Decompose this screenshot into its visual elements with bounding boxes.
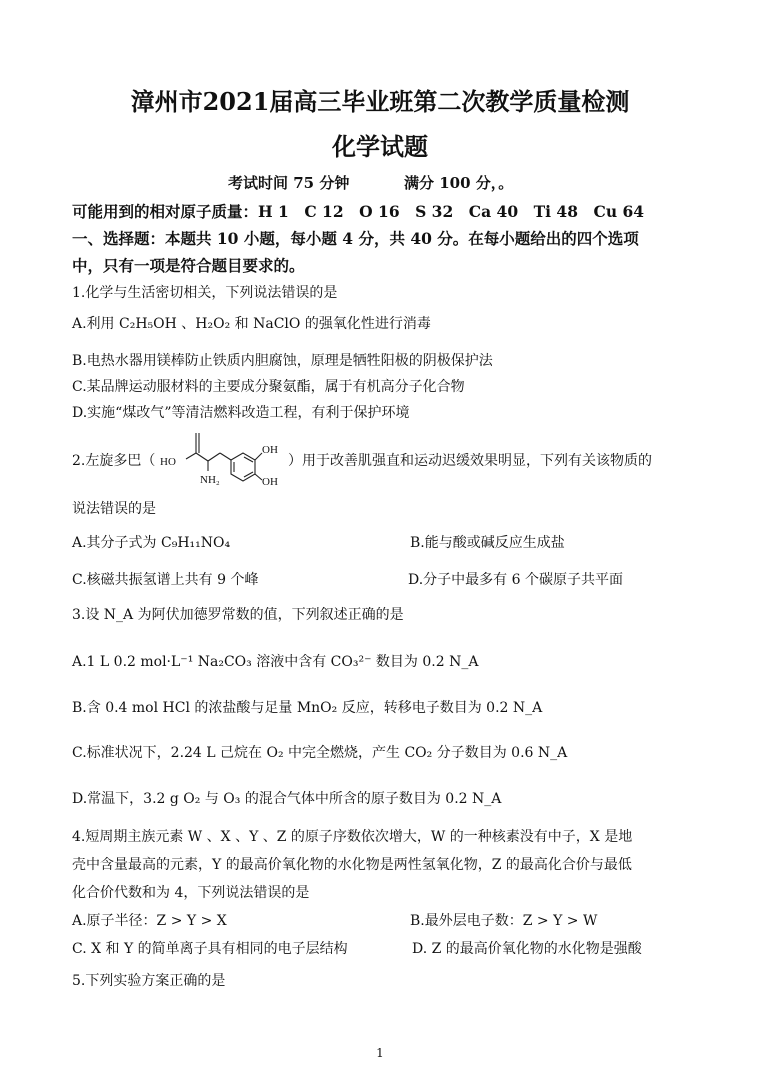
q5-stem: 5.下列实验方案正确的是 bbox=[72, 973, 226, 989]
levodopa-structure-diagram bbox=[158, 425, 292, 489]
exam-title: 漳州市2021届高三毕业班第二次教学质量检测 bbox=[130, 87, 630, 116]
exam-time: 考试时间 75 分钟 bbox=[228, 174, 350, 192]
q4-option-a: A.原子半径：Z > Y > X bbox=[72, 913, 227, 929]
q1-option-b: B.电热水器用镁棒防止铁质内胆腐蚀，原理是牺牲阳极的阴极保护法 bbox=[72, 353, 493, 369]
q2-stem-end: ）用于改善肌强直和运动迟缓效果明显，下列有关该物质的 bbox=[288, 453, 652, 469]
q3-option-b: B.含 0.4 mol HCl 的浓盐酸与足量 MnO₂ 反应，转移电子数目为 0.2 N_A bbox=[72, 700, 543, 716]
q3-option-c: C.标准状况下，2.24 L 己烷在 O₂ 中完全燃烧，产生 CO₂ 分子数目为 0.6 N_A bbox=[72, 745, 568, 761]
q3-stem: 3.设 N_A 为阿伏加德罗常数的值，下列叙述正确的是 bbox=[72, 607, 404, 623]
q4-option-c: C. X 和 Y 的简单离子具有相同的电子层结构 bbox=[72, 941, 348, 957]
q4-stem-line3: 化合价代数和为 4，下列说法错误的是 bbox=[72, 885, 310, 901]
q3-option-a: A.1 L 0.2 mol·L⁻¹ Na₂CO₃ 溶液中含有 CO₃²⁻ 数目为 0.2 N_A bbox=[72, 654, 479, 670]
mol-label-nh2: NH₂ bbox=[200, 474, 220, 486]
mol-label-oh-top: OH bbox=[262, 444, 278, 456]
q2-option-b: B.能与酸或碱反应生成盐 bbox=[410, 535, 565, 551]
q2-stem-line2: 说法错误的是 bbox=[72, 501, 156, 517]
q1-stem: 1.化学与生活密切相关，下列说法错误的是 bbox=[72, 285, 338, 301]
q4-option-b: B.最外层电子数：Z > Y > W bbox=[410, 913, 598, 929]
section-heading-line2: 中，只有一项是符合题目要求的。 bbox=[72, 256, 305, 275]
q2-option-d: D.分子中最多有 6 个碳原子共平面 bbox=[408, 572, 623, 588]
page-number: 1 bbox=[376, 1046, 384, 1060]
q2-stem-start: 2.左旋多巴（ bbox=[72, 453, 156, 469]
full-score: 满分 100 分，。 bbox=[404, 174, 514, 192]
atomic-masses: 可能用到的相对原子质量：H 1 C 12 O 16 S 32 Ca 40 Ti 48 Cu 64 bbox=[72, 202, 645, 221]
q2-option-a: A.其分子式为 C₉H₁₁NO₄ bbox=[72, 535, 231, 551]
q4-stem-line2: 壳中含量最高的元素，Y 的最高价氧化物的水化物是两性氢氧化物，Z 的最高化合价与最低 bbox=[72, 857, 632, 873]
q1-option-d: D.实施“煤改气”等清洁燃料改造工程，有利于保护环境 bbox=[72, 405, 410, 421]
section-heading-line1: 一、选择题：本题共 10 小题，每小题 4 分，共 40 分。在每小题给出的四个选项 bbox=[72, 229, 639, 248]
q1-option-c: C.某品牌运动服材料的主要成分聚氨酯，属于有机高分子化合物 bbox=[72, 379, 465, 395]
exam-subject-title: 化学试题 bbox=[332, 132, 428, 161]
mol-label-oh-bottom: OH bbox=[262, 476, 278, 488]
q4-option-d: D. Z 的最高价氧化物的水化物是强酸 bbox=[412, 941, 642, 957]
mol-label-ho: HO bbox=[160, 456, 176, 468]
q3-option-d: D.常温下，3.2 g O₂ 与 O₃ 的混合气体中所含的原子数目为 0.2 N_A bbox=[72, 791, 502, 807]
q2-option-c: C.核磁共振氢谱上共有 9 个峰 bbox=[72, 572, 259, 588]
q1-option-a: A.利用 C₂H₅OH 、H₂O₂ 和 NaClO 的强氧化性进行消毒 bbox=[72, 316, 431, 332]
q4-stem-line1: 4.短周期主族元素 W 、X 、Y 、Z 的原子序数依次增大，W 的一种核素没有中子，X 是地 bbox=[72, 829, 633, 845]
